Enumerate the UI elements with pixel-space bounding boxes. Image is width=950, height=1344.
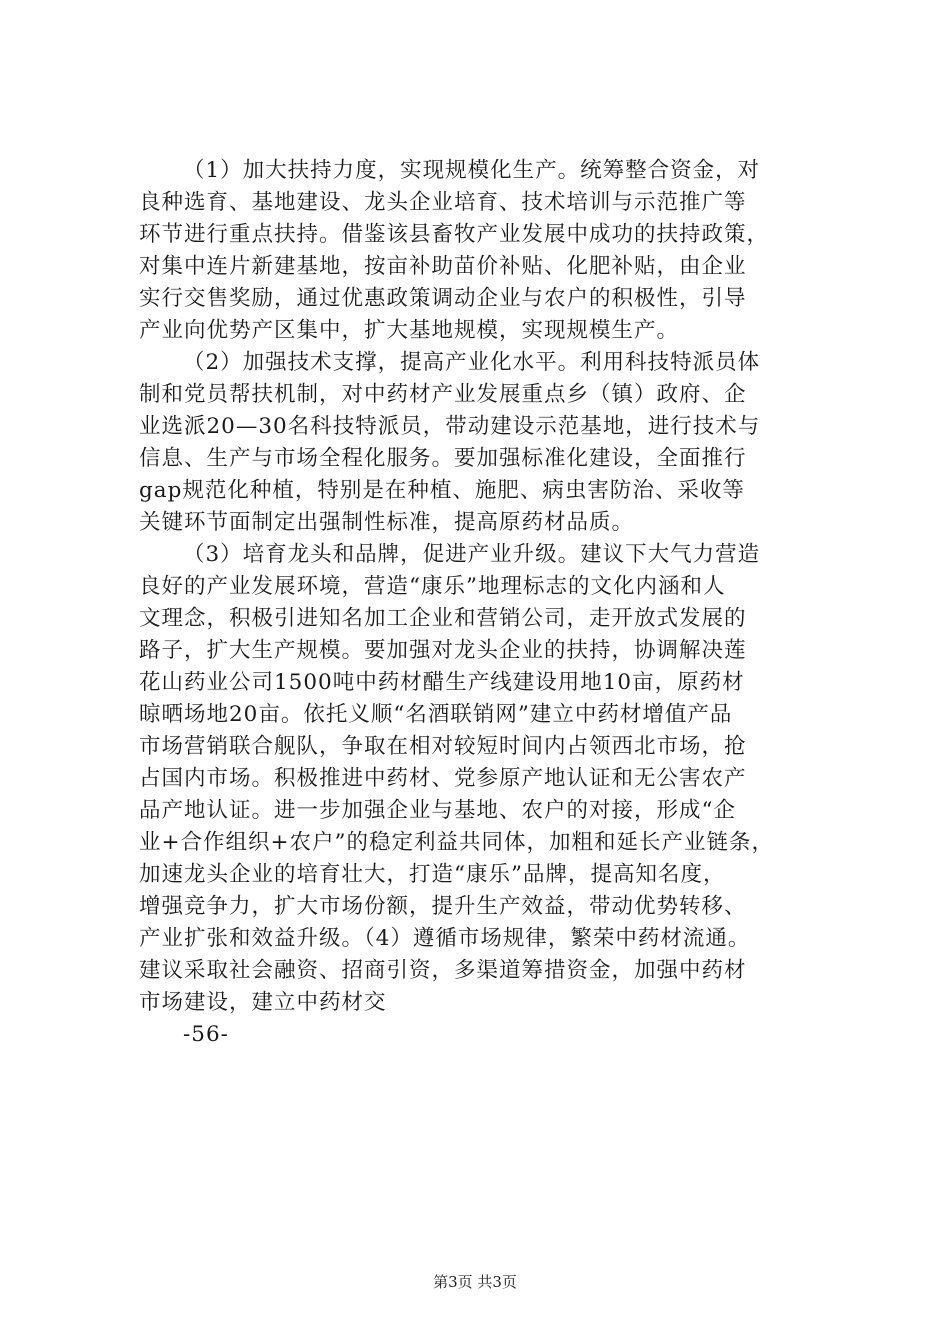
paragraph-3-line: 品产地认证。进一步加强企业与基地、农户的对接，形成“企 bbox=[139, 798, 736, 823]
paragraph-3-line: 市场营销联合舰队，争取在相对较短时间内占领西北市场，抢 bbox=[139, 734, 747, 759]
paragraph-3-line: 建议采取社会融资、招商引资，多渠道筹措资金，加强中药材 bbox=[139, 958, 747, 983]
paragraph-2-line: 业选派20—30名科技特派员，带动建设示范基地，进行技术与 bbox=[139, 414, 761, 439]
paragraph-1-line: 环节进行重点扶持。借鉴该县畜牧产业发展中成功的扶持政策， bbox=[139, 222, 770, 247]
paragraph-1-line: 产业向优势产区集中，扩大基地规模，实现规模生产。 bbox=[139, 318, 680, 343]
paragraph-3-line: 晾晒场地20亩。依托义顺“名酒联销网”建立中药材增值产品 bbox=[139, 702, 733, 727]
paragraph-3-line: 良好的产业发展环境，营造“康乐”地理标志的文化内涵和人 bbox=[139, 574, 726, 599]
inline-page-marker: -56- bbox=[183, 1022, 229, 1047]
paragraph-3-line: 增强竞争力，扩大市场份额，提升生产效益，带动优势转移、 bbox=[139, 894, 747, 919]
paragraph-1-line: 对集中连片新建基地，按亩补助苗价补贴、化肥补贴，由企业 bbox=[139, 254, 747, 279]
paragraph-2-line: gap规范化种植，特别是在种植、施肥、病虫害防治、采收等 bbox=[139, 478, 745, 503]
paragraph-2-line: 关键环节面制定出强制性标准，提高原药材品质。 bbox=[139, 510, 635, 535]
paragraph-3-line: （3）培育龙头和品牌，促进产业升级。建议下大气力营造 bbox=[183, 542, 761, 567]
paragraph-1-line: （1）加大扶持力度，实现规模化生产。统筹整合资金，对 bbox=[183, 158, 761, 183]
paragraph-3-line: 加速龙头企业的培育壮大，打造“康乐”品牌，提高知名度， bbox=[139, 862, 726, 887]
paragraph-3-line: 业+合作组织+农户”的稳定利益共同体，加粗和延长产业链条， bbox=[139, 830, 775, 855]
paragraph-3-line: 产业扩张和效益升级。（4）遵循市场规律，繁荣中药材流通。 bbox=[139, 926, 751, 951]
page-footer: 第3页 共3页 bbox=[433, 1273, 517, 1291]
paragraph-1-line: 实行交售奖励，通过优惠政策调动企业与农户的积极性，引导 bbox=[139, 286, 747, 311]
paragraph-2-line: 信息、生产与市场全程化服务。要加强标准化建设，全面推行 bbox=[139, 446, 747, 471]
paragraph-3-line: 路子，扩大生产规模。要加强对龙头企业的扶持，协调解决莲 bbox=[139, 638, 747, 663]
paragraph-3-line: 花山药业公司1500吨中药材醋生产线建设用地10亩，原药材 bbox=[139, 670, 745, 695]
document-body bbox=[139, 155, 829, 1051]
paragraph-2-line: （2）加强技术支撑，提高产业化水平。利用科技特派员体 bbox=[183, 350, 761, 375]
paragraph-1-line: 良种选育、基地建设、龙头企业培育、技术培训与示范推广等 bbox=[139, 190, 747, 215]
paragraph-3-line: 市场建设，建立中药材交 bbox=[139, 990, 387, 1015]
paragraph-3-line: 文理念，积极引进知名加工企业和营销公司，走开放式发展的 bbox=[139, 606, 747, 631]
paragraph-2-line: 制和党员帮扶机制，对中药材产业发展重点乡（镇）政府、企 bbox=[139, 382, 747, 407]
paragraph-3-line: 占国内市场。积极推进中药材、党参原产地认证和无公害农产 bbox=[139, 766, 747, 791]
